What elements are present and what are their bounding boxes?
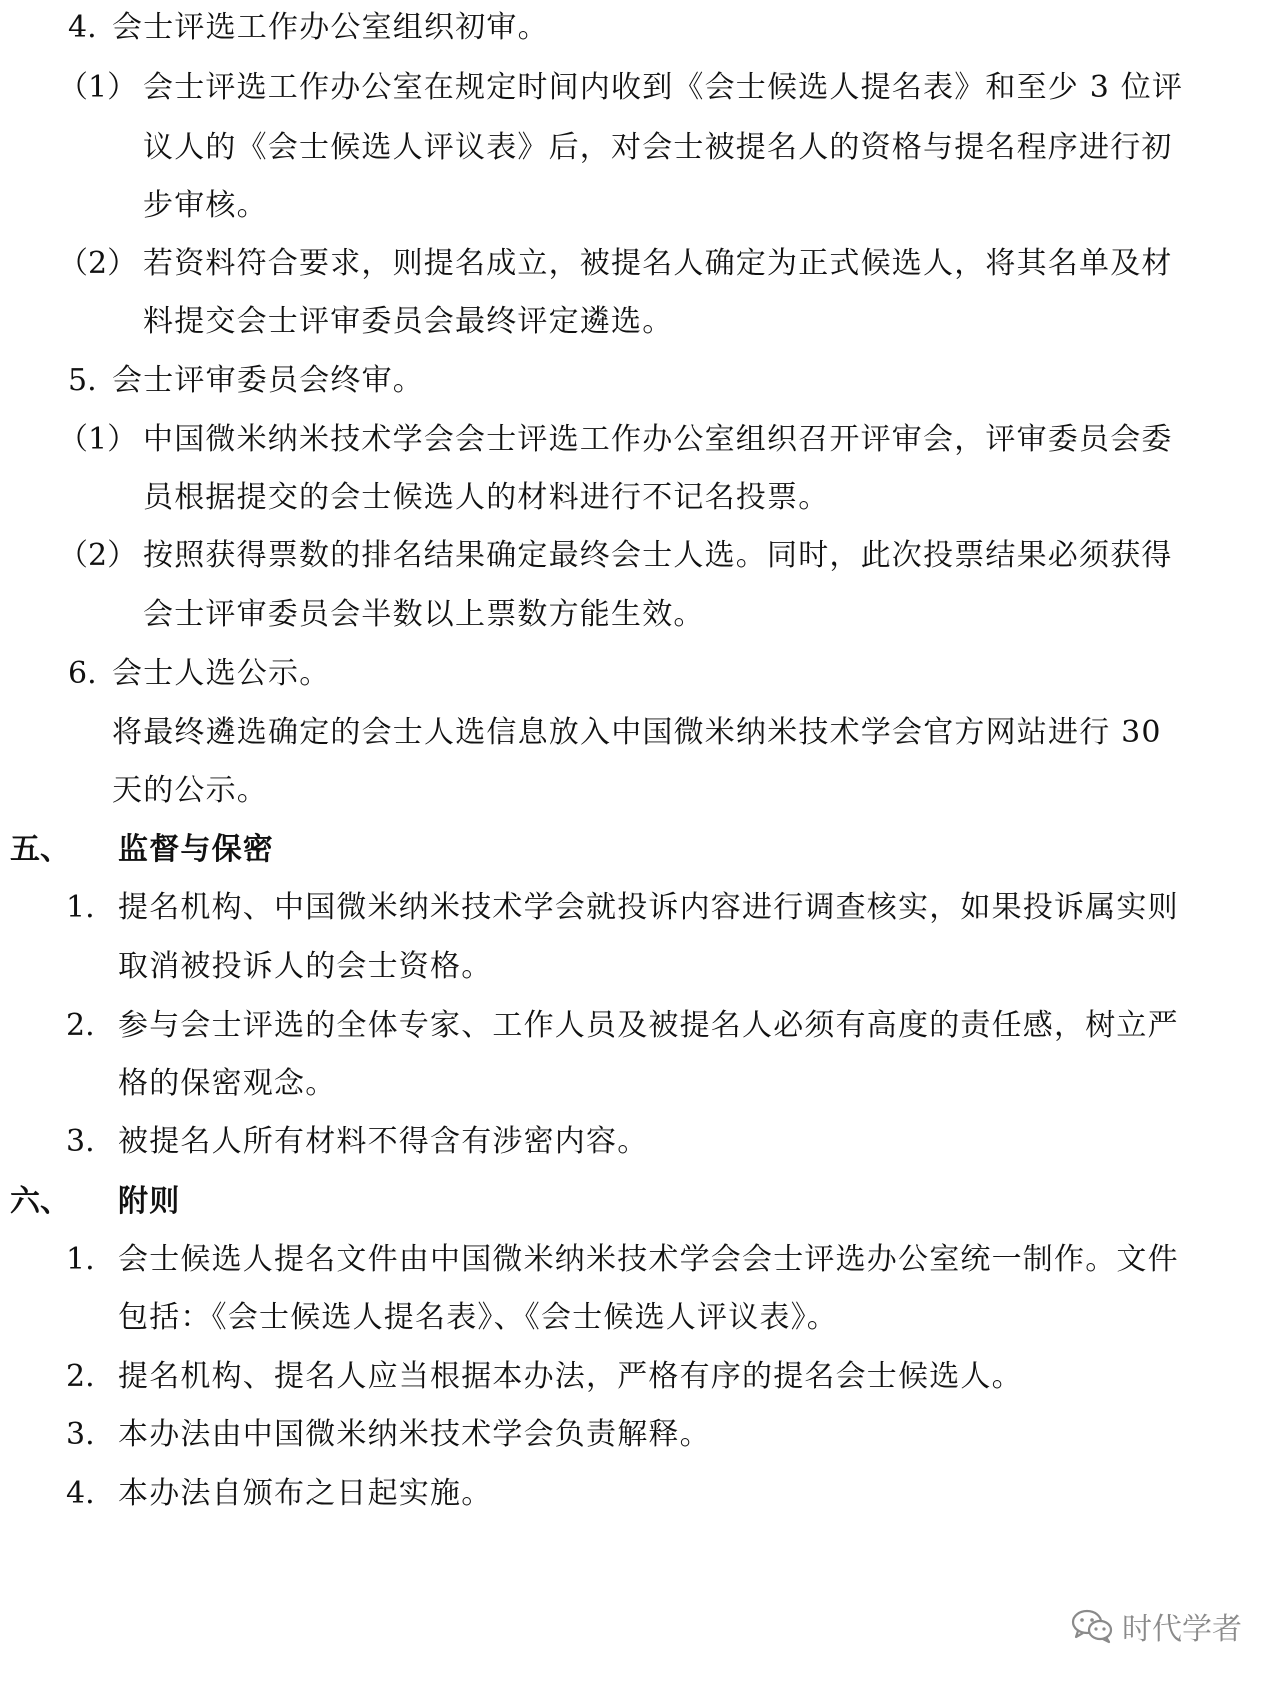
section-title: 附则 — [118, 1184, 181, 1219]
item-number: 5. — [68, 363, 97, 398]
item-text: 会士候选人提名文件由中国微米纳米技术学会会士评选办公室统一制作。文件 — [118, 1242, 1179, 1277]
item-text: 被提名人所有材料不得含有涉密内容。 — [118, 1124, 649, 1159]
item-text: 本办法自颁布之日起实施。 — [118, 1476, 493, 1511]
item-text: 本办法由中国微米纳米技术学会负责解释。 — [118, 1417, 711, 1452]
sub-item-text: 若资料符合要求，则提名成立，被提名人确定为正式候选人，将其名单及材 — [143, 246, 1173, 281]
item-text: 会士人选公示。 — [112, 656, 331, 691]
item-text: 天的公示。 — [112, 773, 268, 808]
item-text: 取消被投诉人的会士资格。 — [118, 949, 493, 984]
sub-item-text: 员根据提交的会士候选人的材料进行不记名投票。 — [143, 480, 830, 515]
item-number: 3. — [66, 1417, 95, 1452]
wechat-icon — [1070, 1608, 1114, 1644]
item-number: 3. — [66, 1124, 95, 1159]
item-number: 4. — [66, 1476, 95, 1511]
section-title: 监督与保密 — [118, 832, 274, 867]
sub-item-text: 会士评选工作办公室在规定时间内收到《会士候选人提名表》和至少 3 位评 — [143, 70, 1184, 105]
item-text: 格的保密观念。 — [118, 1066, 337, 1101]
sub-item-number: （1） — [58, 422, 138, 457]
watermark — [1070, 1604, 1242, 1648]
item-text: 提名机构、提名人应当根据本办法，严格有序的提名会士候选人。 — [118, 1359, 1023, 1394]
section-number: 五、 — [10, 832, 70, 867]
sub-item-text: 步审核。 — [143, 188, 268, 223]
item-number: 2. — [66, 1359, 95, 1394]
sub-item-number: （2） — [58, 246, 138, 281]
sub-item-number: （2） — [58, 538, 138, 573]
item-number: 1. — [66, 890, 95, 925]
sub-item-text: 议人的《会士候选人评议表》后，对会士被提名人的资格与提名程序进行初 — [143, 130, 1173, 165]
item-number: 6. — [68, 656, 97, 691]
item-text: 包括：《会士候选人提名表》、《会士候选人评议表》。 — [118, 1300, 838, 1335]
sub-item-text: 按照获得票数的排名结果确定最终会士人选。同时，此次投票结果必须获得 — [143, 538, 1173, 573]
item-text: 会士评审委员会终审。 — [112, 363, 424, 398]
sub-item-text: 会士评审委员会半数以上票数方能生效。 — [143, 597, 705, 632]
item-number: 4. — [68, 10, 97, 45]
sub-item-text: 料提交会士评审委员会最终评定遴选。 — [143, 304, 674, 339]
watermark-text: 时代学者 — [1122, 1612, 1242, 1647]
item-text: 将最终遴选确定的会士人选信息放入中国微米纳米技术学会官方网站进行 30 — [112, 715, 1162, 750]
sub-item-text: 中国微米纳米技术学会会士评选工作办公室组织召开评审会，评审委员会委 — [143, 422, 1173, 457]
section-number: 六、 — [10, 1184, 70, 1219]
item-text: 提名机构、中国微米纳米技术学会就投诉内容进行调查核实，如果投诉属实则 — [118, 890, 1179, 925]
sub-item-number: （1） — [58, 70, 138, 105]
item-number: 1. — [66, 1242, 95, 1277]
item-number: 2. — [66, 1008, 95, 1043]
item-text: 会士评选工作办公室组织初审。 — [112, 10, 549, 45]
item-text: 参与会士评选的全体专家、工作人员及被提名人必须有高度的责任感，树立严 — [118, 1008, 1179, 1043]
